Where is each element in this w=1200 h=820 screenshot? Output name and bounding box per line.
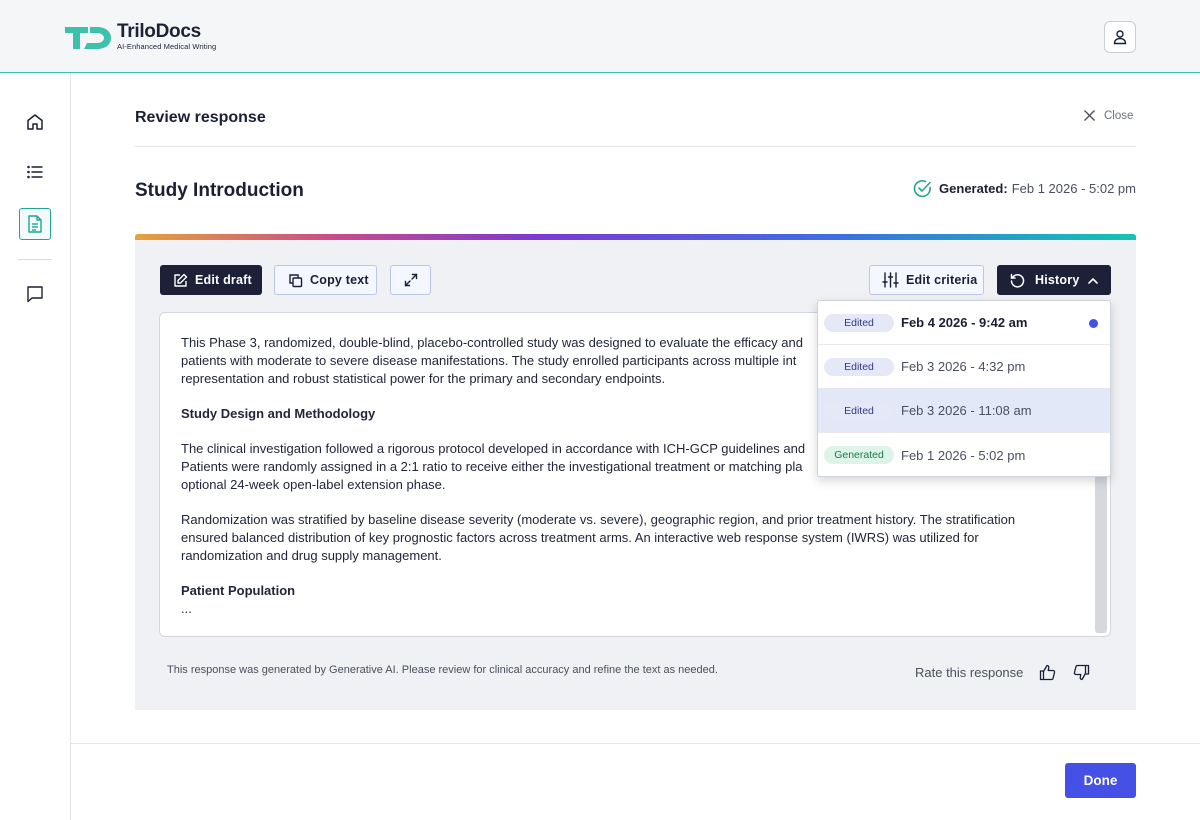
- editor-scrollbar[interactable]: [1095, 475, 1107, 633]
- history-icon: [1010, 273, 1025, 288]
- status-badge: Edited: [824, 358, 894, 376]
- chat-icon: [25, 284, 45, 304]
- paragraph: [181, 511, 1081, 565]
- rate-response: [915, 662, 1103, 682]
- current-version-indicator: [1089, 319, 1098, 328]
- edit-draft-button[interactable]: [160, 265, 262, 295]
- sidebar-divider: [18, 259, 52, 260]
- text-line: randomization and drug supply management.: [181, 548, 442, 563]
- generated-status: [913, 179, 1136, 198]
- edit-criteria-button[interactable]: [869, 265, 984, 295]
- rate-label: Rate this response: [915, 664, 1024, 680]
- footer-divider: [71, 743, 1200, 744]
- history-date: Feb 1 2026 - 5:02 pm: [901, 447, 1026, 463]
- edit-icon: [173, 273, 188, 288]
- history-button[interactable]: [997, 265, 1111, 295]
- user-icon: [1112, 29, 1128, 45]
- list-icon: [25, 162, 45, 182]
- generated-label: Generated:: [939, 181, 1008, 196]
- thumbs-down-icon: [1073, 664, 1090, 681]
- chevron-up-icon: [1088, 277, 1098, 284]
- edit-criteria-label: Edit criteria: [906, 273, 978, 287]
- history-date: Feb 3 2026 - 11:08 am: [901, 403, 1032, 418]
- text-line: representation and robust statistical power for the primary and secondary endpoints.: [181, 371, 666, 386]
- history-label: History: [1035, 273, 1080, 287]
- check-circle-icon: [913, 179, 932, 198]
- text-line: ensured balanced distribution of key prognostic factors across treatment arms. An interactive web response system (IWRS) was utilized for: [181, 530, 979, 545]
- sliders-icon: [882, 272, 899, 288]
- copy-text-button[interactable]: [274, 265, 377, 295]
- text-line: Study Design and Methodology: [181, 406, 376, 421]
- text-line: Patient Population: [181, 583, 296, 598]
- history-date: Feb 4 2026 - 9:42 am: [901, 315, 1028, 330]
- close-button[interactable]: [1083, 109, 1133, 122]
- text-line: The clinical investigation followed a rigorous protocol developed in accordance with ICH-GCP guidelines and: [181, 441, 806, 456]
- history-entry[interactable]: [818, 433, 1110, 477]
- user-menu-button[interactable]: [1104, 21, 1136, 53]
- app-logo[interactable]: [64, 22, 216, 51]
- copy-icon: [288, 273, 303, 288]
- done-button[interactable]: Done: [1065, 763, 1136, 798]
- sidebar: [0, 73, 71, 820]
- ai-disclaimer: This response was generated by Generative AI. Please review for clinical accuracy and refine the text as needed.: [167, 664, 718, 676]
- text-line: patients with moderate to severe disease manifestations. The study enrolled participants across multiple int: [181, 353, 797, 368]
- generated-date: Feb 1 2026 - 5:02 pm: [1011, 181, 1136, 196]
- sidebar-item-home[interactable]: [19, 106, 51, 138]
- thumbs-up-button[interactable]: [1035, 662, 1059, 682]
- text-line: This Phase 3, randomized, double-blind, placebo-controlled study was designed to evaluate the efficacy and: [181, 335, 803, 350]
- history-dropdown: [817, 300, 1111, 477]
- history-entry[interactable]: [818, 345, 1110, 389]
- sidebar-item-chat[interactable]: [19, 278, 51, 310]
- close-icon: [1083, 109, 1096, 122]
- top-bar: [0, 0, 1200, 73]
- status-badge: Edited: [824, 314, 894, 332]
- text-line: Randomization was stratified by baseline disease severity (moderate vs. severe), geographic region, and prior treatment history. The stratification: [181, 512, 1016, 527]
- gradient-accent-bar: [135, 234, 1136, 240]
- subheading: [181, 582, 1081, 600]
- status-badge: Generated: [824, 446, 894, 464]
- sidebar-item-list[interactable]: [19, 156, 51, 188]
- app-tagline: AI-Enhanced Medical Writing: [117, 42, 217, 51]
- thumbs-down-button[interactable]: [1069, 662, 1093, 682]
- app-name: TriloDocs: [117, 21, 201, 42]
- sidebar-item-documents[interactable]: [19, 208, 51, 240]
- text-line: ...: [181, 601, 192, 616]
- thumbs-up-icon: [1039, 664, 1056, 681]
- history-entry[interactable]: [818, 301, 1110, 345]
- paragraph: [181, 600, 1081, 618]
- home-icon: [25, 112, 45, 132]
- copy-text-label: Copy text: [310, 273, 369, 287]
- document-icon: [26, 214, 44, 234]
- status-badge: Edited: [824, 402, 894, 420]
- divider: [135, 146, 1136, 147]
- expand-icon: [404, 273, 418, 287]
- panel-title: Review response: [135, 109, 266, 126]
- section-title: Study Introduction: [135, 180, 304, 201]
- history-entry[interactable]: [818, 389, 1110, 433]
- text-line: optional 24-week open-label extension phase.: [181, 477, 446, 492]
- expand-button[interactable]: [390, 265, 431, 295]
- trilodocs-logo-icon: [64, 24, 112, 50]
- close-label: Close: [1104, 109, 1134, 122]
- edit-draft-label: Edit draft: [195, 273, 252, 287]
- history-date: Feb 3 2026 - 4:32 pm: [901, 359, 1026, 374]
- text-line: Patients were randomly assigned in a 2:1 ratio to receive either the investigational treatment or matching pla: [181, 459, 803, 474]
